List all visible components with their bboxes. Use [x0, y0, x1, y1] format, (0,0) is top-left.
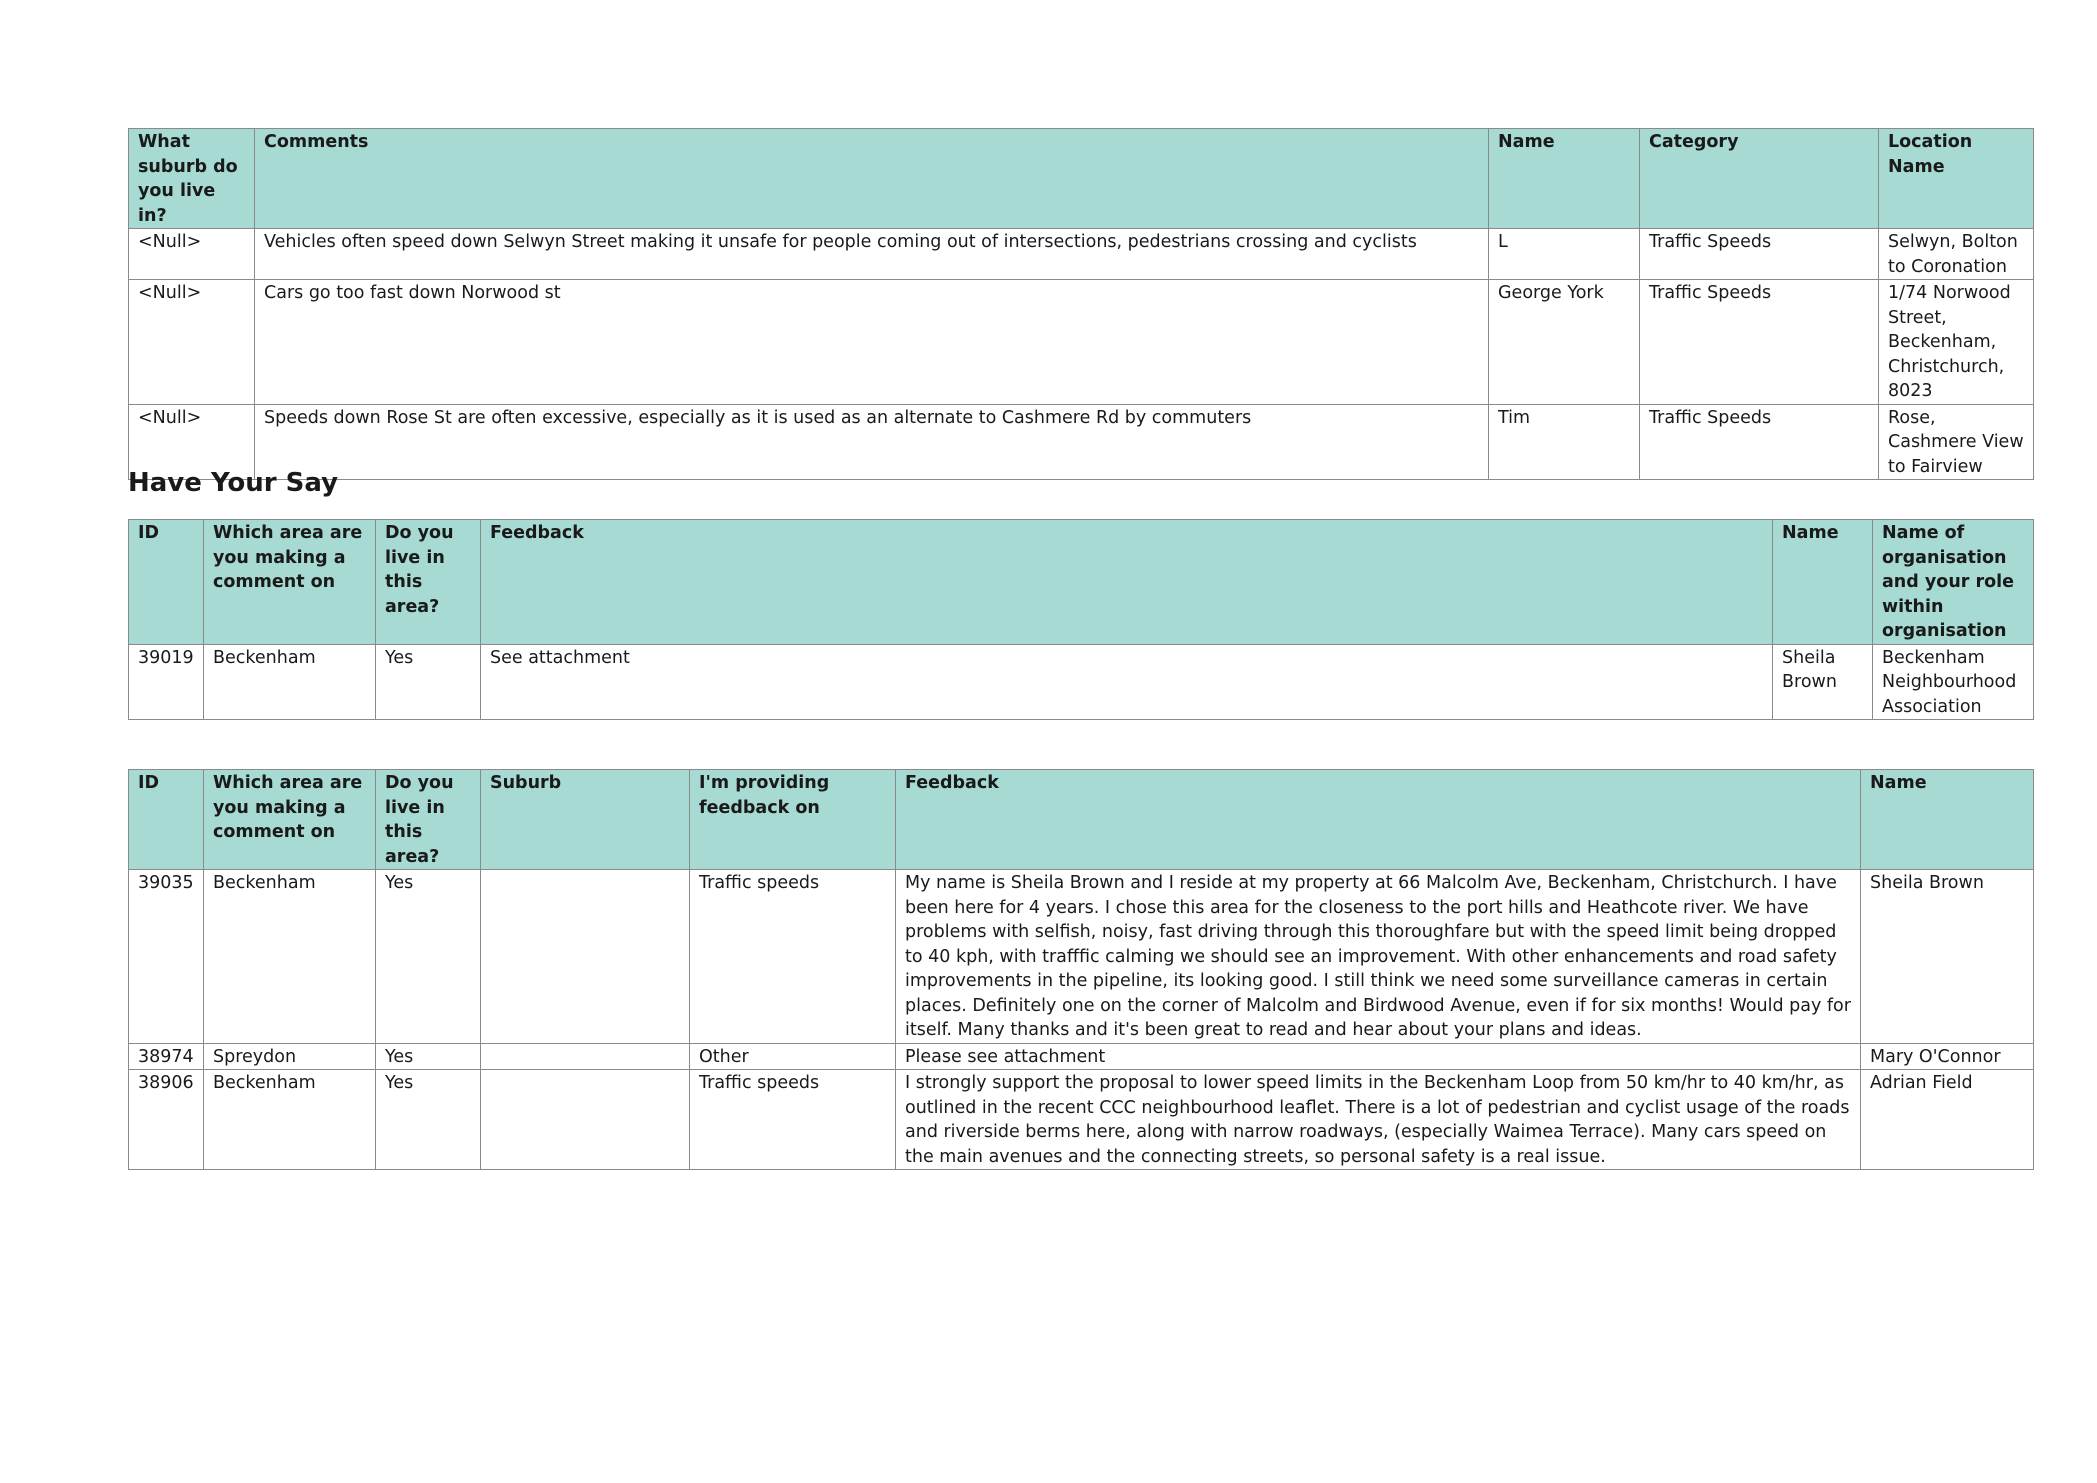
section-heading: Have Your Say	[128, 468, 339, 498]
table-row	[129, 1070, 2034, 1170]
area-cell: Beckenham	[204, 644, 376, 720]
feedback-on-cell: Traffic speeds	[690, 1070, 896, 1170]
name-cell: Sheila Brown	[1773, 644, 1873, 720]
feedback-cell: See attachment	[481, 644, 1773, 720]
name-cell: L	[1489, 229, 1640, 280]
feedback-cell: Please see attachment	[896, 1043, 1861, 1070]
comments-cell: Vehicles often speed down Selwyn Street making it unsafe for people coming out of intersections, pedestrians crossing and cyclists	[255, 229, 1489, 280]
area-cell: Beckenham	[204, 870, 376, 1044]
organisation-cell: Beckenham Neighbourhood Association	[1873, 644, 2034, 720]
suburb-cell: <Null>	[129, 280, 255, 405]
suburb-cell: <Null>	[129, 229, 255, 280]
column-header-id: ID	[129, 770, 204, 870]
column-header-category: Category	[1640, 129, 1879, 229]
id-cell: 39035	[129, 870, 204, 1044]
live-in-area-cell: Yes	[376, 1043, 481, 1070]
location-name-cell: Rose, Cashmere View to Fairview	[1879, 404, 2034, 480]
table-row	[129, 280, 2034, 405]
id-cell: 38906	[129, 1070, 204, 1170]
id-cell: 38974	[129, 1043, 204, 1070]
column-header-live-in-area: Do you live in this area?	[376, 770, 481, 870]
name-cell: Sheila Brown	[1861, 870, 2034, 1044]
column-header-organisation: Name of organisation and your role within organisation	[1873, 520, 2034, 645]
table-header-row	[129, 129, 2034, 229]
table-row	[129, 229, 2034, 280]
area-cell: Spreydon	[204, 1043, 376, 1070]
id-cell: 39019	[129, 644, 204, 720]
location-name-cell: 1/74 Norwood Street, Beckenham, Christchurch, 8023	[1879, 280, 2034, 405]
table-row	[129, 1043, 2034, 1070]
column-header-comments: Comments	[255, 129, 1489, 229]
category-cell: Traffic Speeds	[1640, 404, 1879, 480]
feedback-cell: I strongly support the proposal to lower speed limits in the Beckenham Loop from 50 km/hr to 40 km/hr, as outlined in the recent CCC neighbourhood leaflet. There is a lot of pedestrian and cyclist usage of the roads and riverside berms here, along with narrow roadways, (especially Waimea Terrace). Many cars speed on the main avenues and the connecting streets, so personal safety is a real issue.	[896, 1070, 1861, 1170]
live-in-area-cell: Yes	[376, 870, 481, 1044]
feedback-on-cell: Traffic speeds	[690, 870, 896, 1044]
column-header-location-name: Location Name	[1879, 129, 2034, 229]
suburb-cell: <Null>	[129, 404, 255, 480]
column-header-feedback-on: I'm providing feedback on	[690, 770, 896, 870]
name-cell: Mary O'Connor	[1861, 1043, 2034, 1070]
column-header-name: Name	[1773, 520, 1873, 645]
comments-cell: Cars go too fast down Norwood st	[255, 280, 1489, 405]
column-header-id: ID	[129, 520, 204, 645]
category-cell: Traffic Speeds	[1640, 229, 1879, 280]
have-your-say-organisation-table	[128, 519, 2034, 720]
table-header-row	[129, 520, 2034, 645]
live-in-area-cell: Yes	[376, 1070, 481, 1170]
comments-cell: Speeds down Rose St are often excessive, especially as it is used as an alternate to Cashmere Rd by commuters	[255, 404, 1489, 480]
suburb-cell	[481, 1043, 690, 1070]
table-row	[129, 870, 2034, 1044]
column-header-live-in-area: Do you live in this area?	[376, 520, 481, 645]
column-header-area: Which area are you making a comment on	[204, 520, 376, 645]
column-header-area: Which area are you making a comment on	[204, 770, 376, 870]
name-cell: Adrian Field	[1861, 1070, 2034, 1170]
area-cell: Beckenham	[204, 1070, 376, 1170]
feedback-cell: My name is Sheila Brown and I reside at my property at 66 Malcolm Ave, Beckenham, Christchurch. I have been here for 4 years. I chose this area for the closeness to the port hills and Heathcote river. We have problems with selfish, noisy, fast driving through this thoroughfare but with the speed limit being dropped to 40 kph, with trafffic calming we should see an improvement. With other enhancements and road safety improvements in the pipeline, its looking good. I still think we need some surveillance cameras in certain places. Definitely one on the corner of Malcolm and Birdwood Avenue, even if for six months! Would pay for itself. Many thanks and it's been great to read and hear about your plans and ideas.	[896, 870, 1861, 1044]
have-your-say-feedback-table	[128, 769, 2034, 1170]
suburb-cell	[481, 870, 690, 1044]
feedback-on-cell: Other	[690, 1043, 896, 1070]
suburb-cell	[481, 1070, 690, 1170]
column-header-feedback: Feedback	[481, 520, 1773, 645]
column-header-name: Name	[1861, 770, 2034, 870]
comments-table	[128, 128, 2034, 480]
column-header-suburb: What suburb do you live in?	[129, 129, 255, 229]
table-header-row	[129, 770, 2034, 870]
name-cell: Tim	[1489, 404, 1640, 480]
category-cell: Traffic Speeds	[1640, 280, 1879, 405]
column-header-name: Name	[1489, 129, 1640, 229]
location-name-cell: Selwyn, Bolton to Coronation	[1879, 229, 2034, 280]
column-header-feedback: Feedback	[896, 770, 1861, 870]
table-row	[129, 404, 2034, 480]
column-header-suburb: Suburb	[481, 770, 690, 870]
live-in-area-cell: Yes	[376, 644, 481, 720]
name-cell: George York	[1489, 280, 1640, 405]
table-row	[129, 644, 2034, 720]
